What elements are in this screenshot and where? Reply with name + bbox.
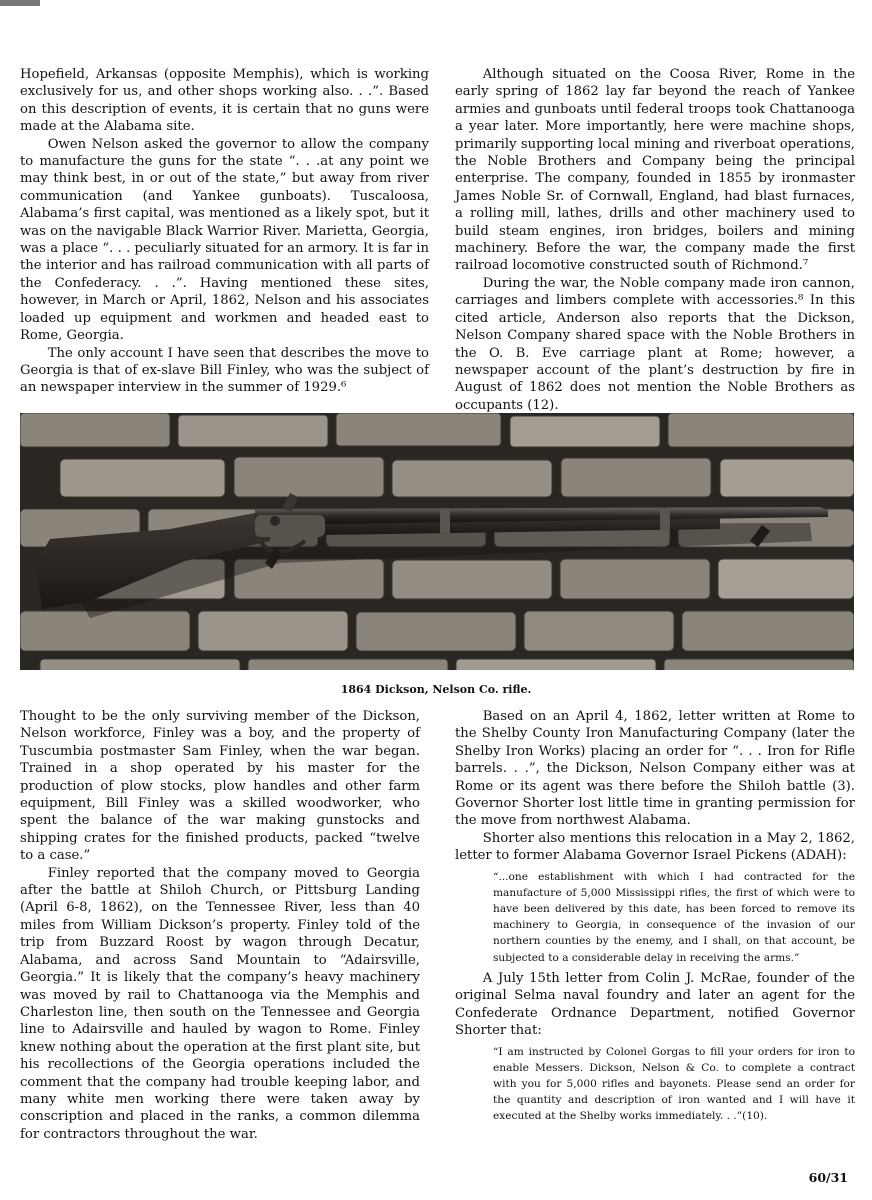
rifle-photo (20, 413, 854, 670)
column-top-left (20, 66, 429, 397)
column-top-right (455, 66, 855, 414)
paragraph: Finley reported that the company moved to Georgia after the battle at Shiloh Church, or Pittsburg Landing (April 6-8, 1862), on the Tennessee River, less than 40 miles from William Dickson’s property. Finley told of the trip from Buzzard Roost by wagon through Decatur, Alabama, and across Sand Mountain to “Adairsville, Georgia.” It is likely that the company’s heavy machinery was moved by rail to Chattanooga via the Memphis and Charleston line, then south on the Tennessee and Georgia line to Adairsville and hauled by wagon to Rome. Finley knew nothing about the operation at the first plant site, but his recollections of the Georgia operations included the comment that the company had trouble keeping labor, and many white men working there were taken away by conscription and placed in the ranks, a common dilemma for contractors throughout the war. (20, 865, 420, 1142)
scan-edge-mark (0, 0, 40, 6)
paragraph: Owen Nelson asked the governor to allow the company to manufacture the guns for the state “. . .at any point we may think best, in or out of the state,” but away from river communication (and Yankee gunboats). Tuscaloosa, Alabama’s first capital, was mentioned as a likely spot, but it was on the navigable Black Warrior River. Marietta, Georgia, was a place “. . . peculiarly situated for an armory. It is far in the interior and has railroad communication with all parts of the Confederacy. . .”. Having mentioned these sites, however, in March or April, 1862, Nelson and his associates loaded up equipment and workmen and headed east to Rome, Georgia. (20, 136, 429, 344)
paragraph: Based on an April 4, 1862, letter written at Rome to the Shelby County Iron Manufacturing Company (later the Shelby Iron Works) placing an order for “. . . Iron for Rifle barrels. . .”, the Dickson, Nelson Company either was at Rome or its agent was there before the Shiloh battle (3). Governor Shorter lost little time in granting permission for the move from northwest Alabama. (455, 709, 855, 829)
paragraph: A July 15th letter from Colin J. McRae, founder of the original Selma naval foundry and later an agent for the Confederate Ordnance Department, notified Governor Shorter that: (455, 970, 855, 1039)
paragraph: The only account I have seen that describes the move to Georgia is that of ex-slave Bill Finley, who was the subject of an newspaper interview in the summer of 1929.⁶ (20, 345, 429, 396)
paragraph: Although situated on the Coosa River, Rome in the early spring of 1862 lay far beyond the reach of Yankee armies and gunboats until federal troops took Chattanooga a year later. More importantly, here were machine shops, primarily supporting local mining and riverboat operations, the Noble Brothers and Company being the principal enterprise. The company, founded in 1855 by ironmaster James Noble Sr. of Cornwall, England, had blast furnaces, a rolling mill, lathes, drills and other machinery used to build steam engines, iron bridges, boilers and mining machinery. Before the war, the company made the first railroad locomotive constructed south of Richmond.⁷ (455, 67, 855, 274)
photo-caption: 1864 Dickson, Nelson Co. rifle. (340, 683, 532, 696)
block-quote: “...one establishment with which I had contracted for the manufacture of 5,000 Mississippi rifles, the first of which were to have been delivered by this date, has been forced to remove its machinery to Georgia, in consequence of the invasion of our northern counties by the enemy, and I shall, on that account, be subjected to a considerable delay in receiving the arms.” (493, 870, 855, 964)
paragraph: Hopefield, Arkansas (opposite Memphis), which is working exclusively for us, and other shops working also. . .”. Based on this description of events, it is certain that no guns were made at the Alabama site. (20, 67, 429, 135)
block-quote: “I am instructed by Colonel Gorgas to fill your orders for iron to enable Messers. Dickson, Nelson & Co. to complete a contract with you for 5,000 rifles and bayonets. Please send an order for the quantity and description of iron wanted and I will have it executed at the Shelby works immediately. . .”(10). (493, 1045, 855, 1123)
column-bottom-right (455, 708, 855, 1129)
rifle-on-brick-wall-image (20, 413, 854, 670)
column-bottom-left (20, 708, 420, 1143)
paragraph: Shorter also mentions this relocation in a May 2, 1862, letter to former Alabama Governor Israel Pickens (ADAH): (455, 830, 855, 864)
paragraph: Thought to be the only surviving member of the Dickson, Nelson workforce, Finley was a boy, and the property of Tuscumbia postmaster Sam Finley, when the war began. Trained in a shop operated by his master for the production of plow stocks, plow handles and other farm equipment, Bill Finley was a skilled woodworker, who spent the balance of the war making gunstocks and shipping crates for the finished products, packed “twelve to a case.” (20, 709, 420, 864)
paragraph: During the war, the Noble company made iron cannon, carriages and limbers complete with accessories.⁸ In this cited article, Anderson also reports that the Dickson, Nelson Company shared space with the Noble Brothers in the O. B. Eve carriage plant at Rome; however, a newspaper account of the plant’s destruction by fire in August of 1862 does not mention the Noble Brothers as occupants (12). (455, 275, 855, 413)
page-number: 60/31 (808, 1170, 848, 1185)
